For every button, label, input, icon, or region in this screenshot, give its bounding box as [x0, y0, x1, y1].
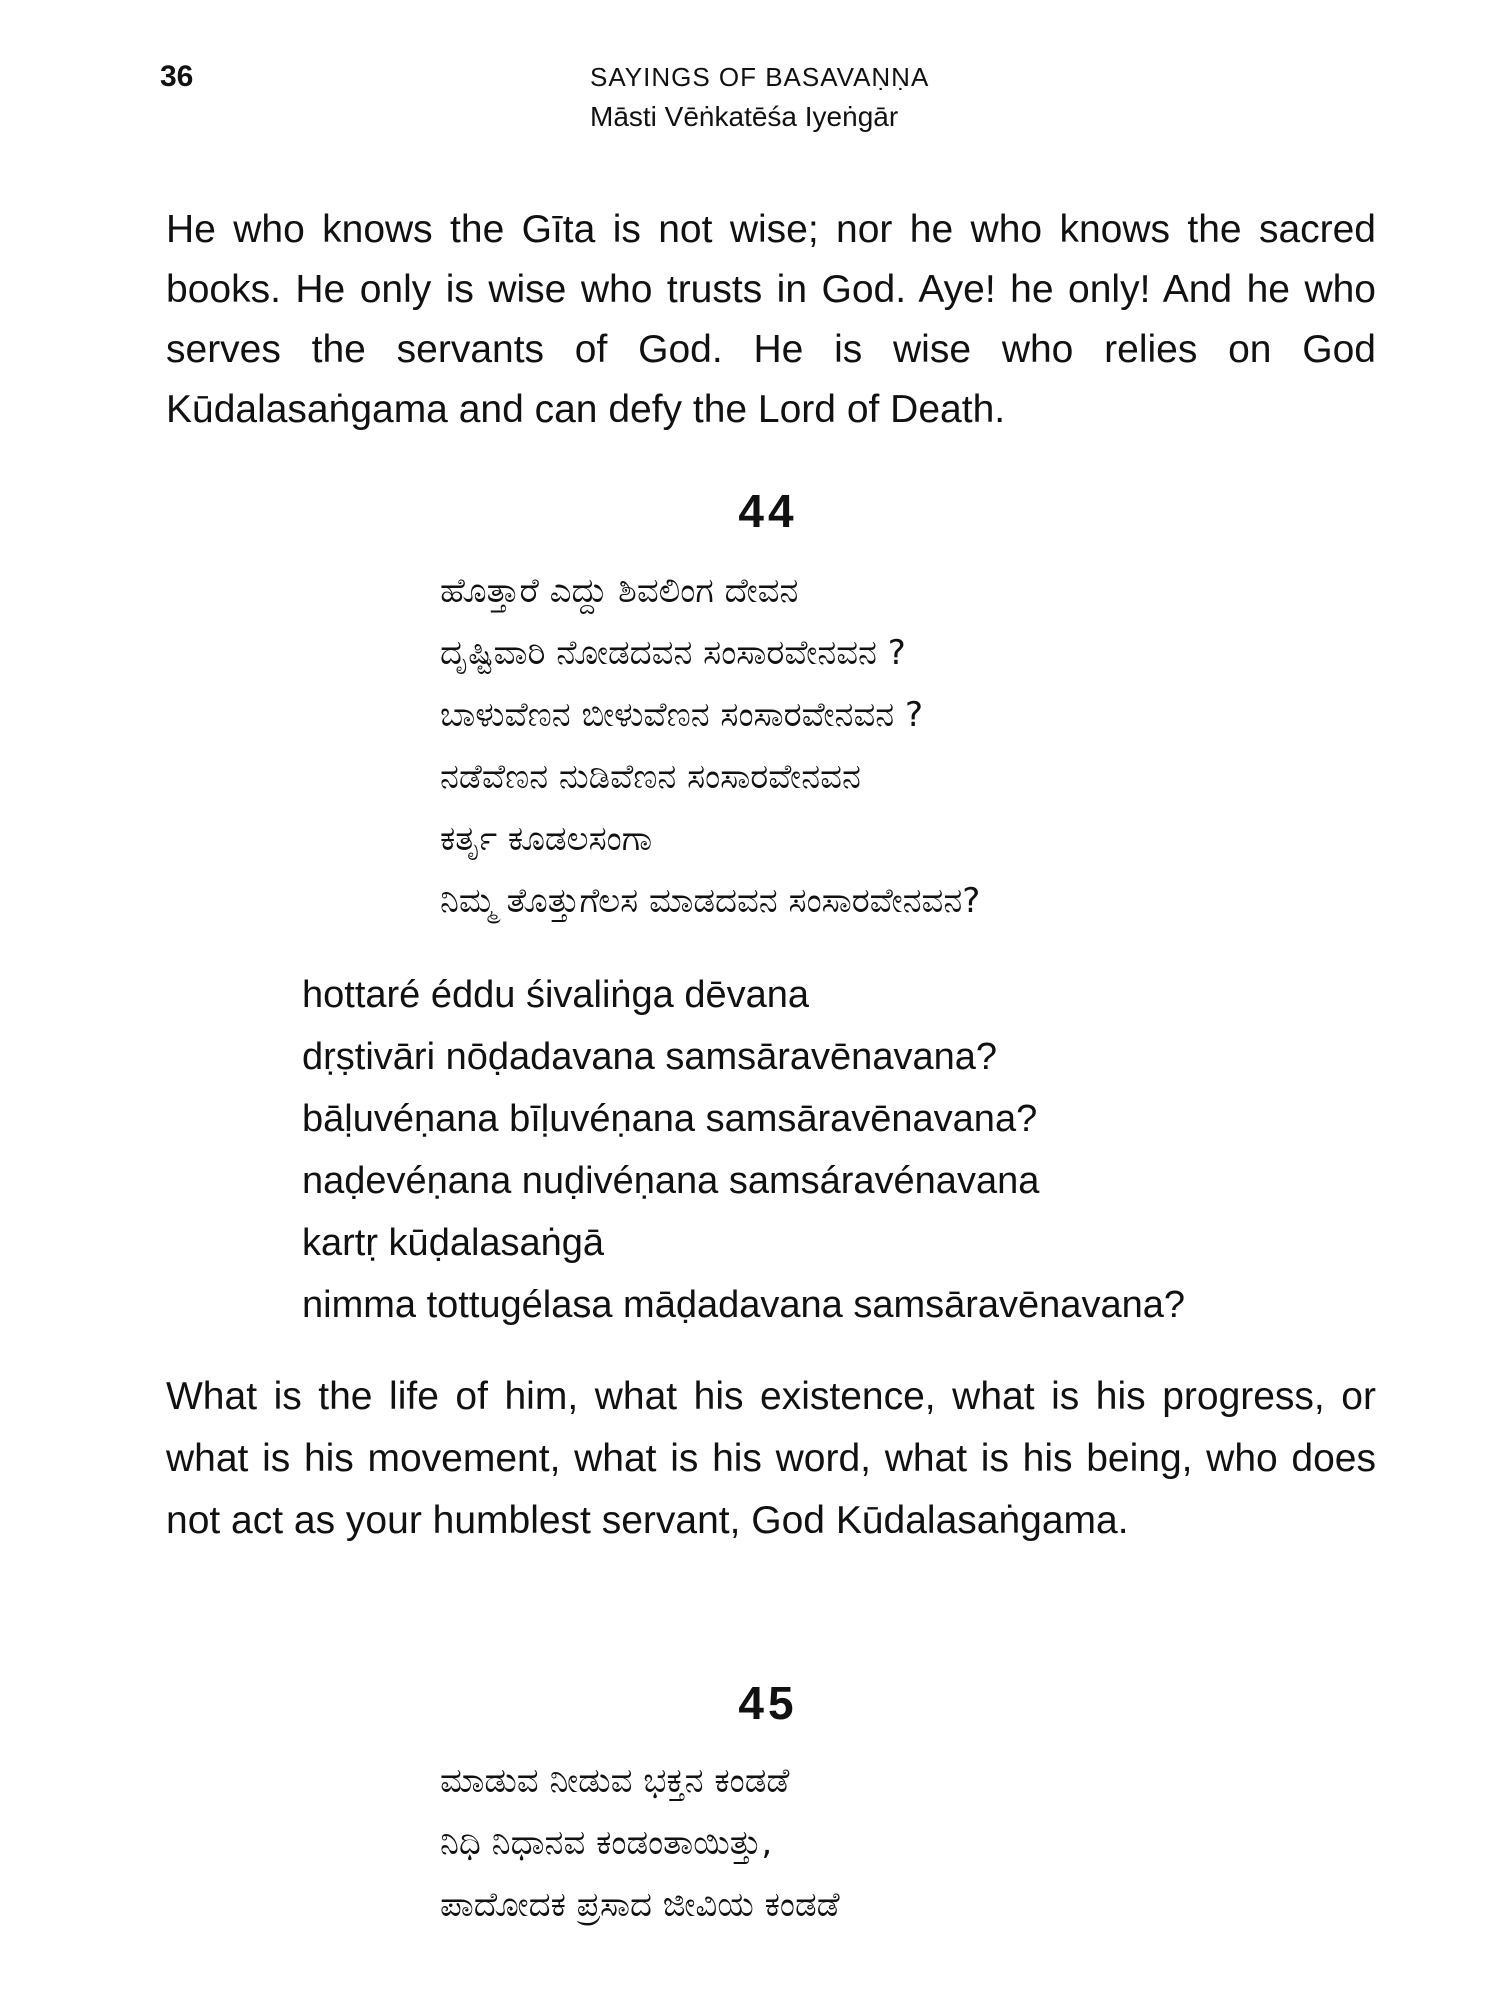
kannada-line: ಮಾಡುವ ನೀಡುವ ಭಕ್ತನ ಕಂಡಡೆ: [440, 1761, 790, 1801]
kannada-line: ದೃಷ್ಟಿವಾರಿ ನೋಡದವನ ಸಂಸಾರವೇನವನ ?: [440, 633, 906, 673]
kannada-line: ಬಾಳುವೆಣನ ಬೀಳುವೆಣನ ಸಂಸಾರವೇನವನ ?: [440, 695, 924, 735]
verse-45-kannada: [440, 1750, 840, 1936]
verse-number-45: 45: [738, 1677, 798, 1729]
running-header: [590, 58, 929, 138]
transliteration-line: bāḷuvéṇana bīḷuvéṇana samsāravēnavana?: [302, 1098, 1038, 1140]
verse-44-translation: What is the life of him, what his existence, what is his progress, or what is his movement, what is his word, what is his being, who does not act as your humblest servant, God Kūdalasaṅgama.: [166, 1375, 1376, 1542]
book-title: SAYINGS OF BASAVAṆṆA: [590, 62, 930, 92]
verse-44-kannada: [440, 560, 980, 932]
transliteration-line: naḍevéṇana nuḍivéṇana samsáravénavana: [302, 1160, 1040, 1202]
kannada-line: ಕರ್ತೃ ಕೂಡಲಸಂಗಾ: [440, 819, 653, 859]
intro-paragraph: He who knows the Gīta is not wise; nor he who knows the sacred books. He only is wise who trusts in God. Aye! he only! And he who serves the servants of God. He is wise who relies on God Kūdalasaṅgama and can defy the Lord of Death.: [166, 208, 1376, 431]
kannada-line: ನಿಧಿ ನಿಧಾನವ ಕಂಡಂತಾಯಿತ್ತು,: [440, 1823, 773, 1863]
page-number: 36: [160, 60, 194, 93]
kannada-line: ನಿಮ್ಮ ತೊತ್ತುಗೆಲಸ ಮಾಡದವನ ಸಂಸಾರವೇನವನ?: [440, 881, 981, 921]
verse-44-transliteration: [302, 964, 1185, 1336]
verse-number-44: 44: [738, 485, 798, 537]
transliteration-line: hottaré éddu śivaliṅga dēvana: [302, 974, 810, 1016]
transliteration-line: dṛṣtivāri nōḍadavana samsāravēnavana?: [302, 1036, 997, 1078]
author-name: Māsti Vēṅkatēśa Iyeṅgār: [590, 101, 899, 132]
kannada-line: ನಡೆವೆಣನ ನುಡಿವೆಣನ ಸಂಸಾರವೇನವನ: [440, 757, 861, 797]
kannada-line: ಹೊತ್ತಾರೆ ಎದ್ದು ಶಿವಲಿಂಗ ದೇವನ: [440, 571, 799, 611]
transliteration-line: kartṛ kūḍalasaṅgā: [302, 1222, 605, 1264]
transliteration-line: nimma tottugélasa māḍadavana samsāravēnavana?: [302, 1284, 1185, 1326]
kannada-line: ಪಾದೋದಕ ಪ್ರಸಾದ ಜೀವಿಯ ಕಂಡಡೆ: [440, 1885, 840, 1925]
